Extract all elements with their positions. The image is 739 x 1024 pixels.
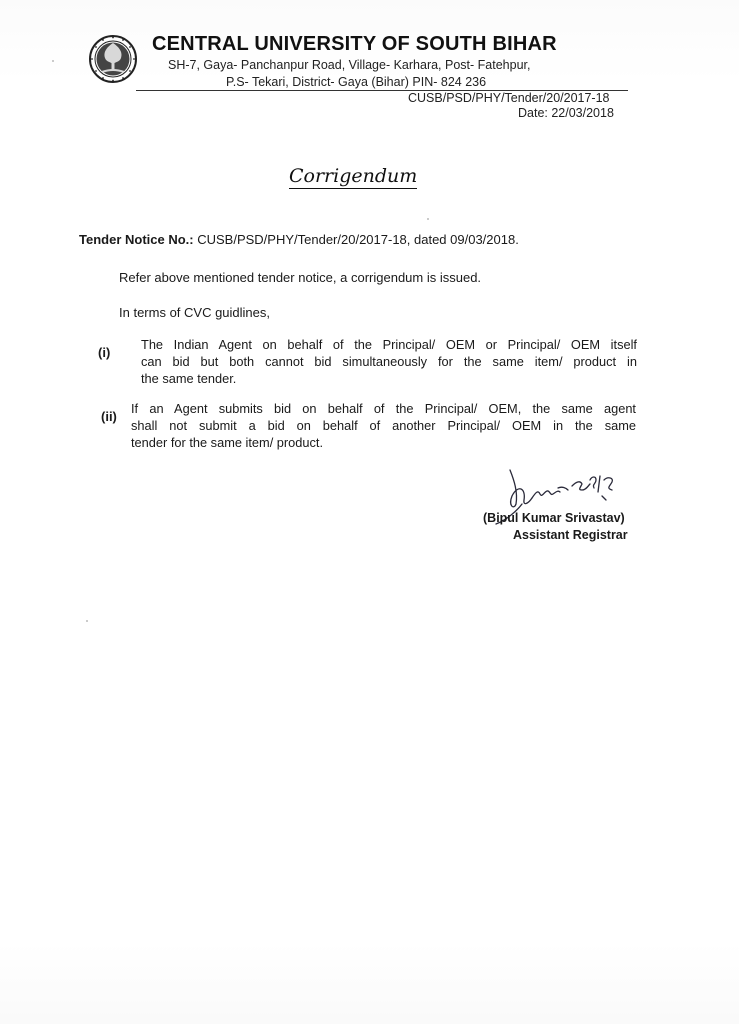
scan-speck <box>52 60 54 62</box>
document-title: Corrigendum <box>289 165 418 187</box>
item-text-1 <box>141 336 637 387</box>
address-line-2: P.S- Tekari, District- Gaya (Bihar) PIN- 824 236 <box>226 75 487 89</box>
item-2-line-2: shall not submit a bid on behalf of another Principal/ OEM in the same <box>131 418 636 433</box>
university-name: CENTRAL UNIVERSITY OF SOUTH BIHAR <box>152 33 557 55</box>
item-1-line-1: The Indian Agent on behalf of the Principal/ OEM or Principal/ OEM itself <box>141 337 637 352</box>
item-2-line-3: tender for the same item/ product. <box>131 435 324 450</box>
reference-number: CUSB/PSD/PHY/Tender/20/2017-18 <box>408 91 610 105</box>
signatory-name: (Bipul Kumar Srivastav) <box>483 511 625 525</box>
item-2-line-1: If an Agent submits bid on behalf of the Principal/ OEM, the same agent <box>131 401 636 416</box>
scan-speck <box>427 218 429 220</box>
address-line-1: SH-7, Gaya- Panchanpur Road, Village- Karhara, Post- Fatehpur, <box>168 58 531 72</box>
tender-notice-line <box>79 232 519 247</box>
item-number-2: (ii) <box>101 409 117 424</box>
item-1-line-2: can bid but both cannot bid simultaneously for the same item/ product in <box>141 354 637 369</box>
signatory-designation: Assistant Registrar <box>513 528 628 542</box>
item-number-1: (i) <box>98 345 111 360</box>
tender-notice-label: Tender Notice No.: <box>79 232 194 247</box>
tender-notice-value: CUSB/PSD/PHY/Tender/20/2017-18, dated 09/03/2018. <box>193 232 519 247</box>
reference-date: Date: 22/03/2018 <box>518 106 614 120</box>
paragraph-cvc: In terms of CVC guidlines, <box>119 305 271 320</box>
university-logo-icon <box>88 34 138 84</box>
item-1-line-3: the same tender. <box>141 371 237 386</box>
scan-speck <box>86 620 88 622</box>
paragraph-intro: Refer above mentioned tender notice, a corrigendum is issued. <box>119 270 482 285</box>
item-text-2 <box>131 400 636 451</box>
